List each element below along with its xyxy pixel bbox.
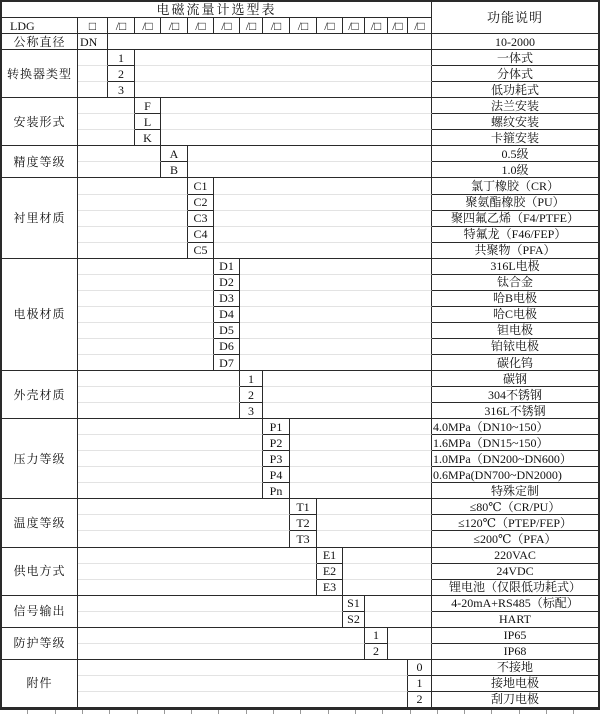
section-label: 外壳材质: [2, 371, 78, 419]
spacer-cell: [188, 162, 432, 178]
spacer-cell: [214, 227, 432, 243]
option-desc: 不接地: [432, 660, 598, 676]
option-desc: 接地电极: [432, 676, 598, 692]
option-code: E1: [317, 548, 343, 564]
tick-mark: [355, 710, 356, 714]
option-desc: 低功耗式: [432, 82, 598, 98]
spacer-cell: [78, 660, 408, 676]
diameter-label: 公称直径: [2, 34, 78, 50]
tick-mark: [437, 710, 438, 714]
option-code: 1: [408, 676, 432, 692]
spacer-cell: [388, 628, 432, 644]
spacer-cell: [78, 50, 108, 66]
tick-mark: [55, 710, 56, 714]
spacer-cell: [290, 483, 432, 499]
spacer-cell: [343, 580, 432, 596]
spacer-cell: [78, 195, 188, 211]
option-code: 0: [408, 660, 432, 676]
spacer-cell: [78, 580, 317, 596]
table-title: 电磁流量计选型表: [2, 2, 432, 18]
option-code: D2: [214, 275, 240, 291]
spacer-cell: [78, 548, 317, 564]
option-desc: ≤200℃（PFA）: [432, 531, 598, 547]
spacer-cell: [78, 227, 188, 243]
code-position-box-first: □: [78, 18, 108, 34]
option-code: S2: [343, 612, 365, 628]
spacer-cell: [161, 98, 432, 114]
spacer-cell: [317, 531, 432, 547]
section-label: 衬里材质: [2, 178, 78, 258]
spacer-cell: [78, 628, 365, 644]
option-desc: 氯丁橡胶（CR）: [432, 178, 598, 194]
option-code: E2: [317, 564, 343, 580]
spacer-cell: [135, 50, 432, 66]
spacer-cell: [78, 178, 188, 194]
option-desc: 316L电极: [432, 259, 598, 275]
tick-mark: [218, 710, 219, 714]
spacer-cell: [78, 467, 263, 483]
option-desc: 特殊定制: [432, 483, 598, 499]
option-code: B: [161, 162, 188, 178]
option-code: K: [135, 130, 161, 146]
tick-mark: [410, 710, 411, 714]
spacer-cell: [108, 34, 432, 50]
option-desc: 哈C电极: [432, 307, 598, 323]
spacer-cell: [78, 114, 135, 130]
option-code: D3: [214, 291, 240, 307]
spacer-cell: [78, 596, 343, 612]
spacer-cell: [343, 548, 432, 564]
spacer-cell: [78, 291, 214, 307]
option-desc: 碳化钨: [432, 355, 598, 371]
option-code: C5: [188, 243, 214, 259]
spacer-cell: [78, 339, 214, 355]
spacer-cell: [78, 387, 240, 403]
tick-mark: [109, 710, 110, 714]
code-position-box: /□: [214, 18, 240, 34]
spacer-cell: [317, 515, 432, 531]
spacer-cell: [78, 259, 214, 275]
spacer-cell: [290, 451, 432, 467]
option-code: C1: [188, 178, 214, 194]
spacer-cell: [290, 435, 432, 451]
option-desc: 卡箍安装: [432, 130, 598, 146]
section-label: 附件: [2, 660, 78, 708]
code-position-box: /□: [263, 18, 290, 34]
option-code: C2: [188, 195, 214, 211]
spacer-cell: [78, 419, 263, 435]
option-desc: 刮刀电极: [432, 692, 598, 708]
code-position-box: /□: [188, 18, 214, 34]
spacer-cell: [78, 451, 263, 467]
section-label: 精度等级: [2, 146, 78, 178]
option-desc: 螺纹安装: [432, 114, 598, 130]
option-desc: 聚四氟乙烯（F4/PTFE）: [432, 211, 598, 227]
spacer-cell: [388, 644, 432, 660]
option-desc: 4-20mA+RS485（标配）: [432, 596, 598, 612]
function-column-header: 功能说明: [432, 2, 598, 34]
tick-mark: [246, 710, 247, 714]
tick-mark: [382, 710, 383, 714]
option-code: 2: [365, 644, 388, 660]
spacer-cell: [240, 355, 432, 371]
spacer-cell: [135, 82, 432, 98]
spacer-cell: [78, 435, 263, 451]
spacer-cell: [78, 130, 135, 146]
spacer-cell: [188, 146, 432, 162]
option-desc: 聚氨酯橡胶（PU）: [432, 195, 598, 211]
option-desc: 220VAC: [432, 548, 598, 564]
option-code: S1: [343, 596, 365, 612]
tick-mark: [573, 710, 574, 714]
spacer-cell: [161, 114, 432, 130]
option-desc: ≤120℃（PTEP/FEP）: [432, 515, 598, 531]
section-label: 压力等级: [2, 419, 78, 499]
option-code: L: [135, 114, 161, 130]
spacer-cell: [240, 291, 432, 307]
diameter-desc: 10-2000: [432, 34, 598, 50]
spacer-cell: [290, 419, 432, 435]
spacer-cell: [78, 403, 240, 419]
option-code: D5: [214, 323, 240, 339]
code-position-box: /□: [365, 18, 388, 34]
option-code: 2: [408, 692, 432, 708]
tick-mark: [273, 710, 274, 714]
spacer-cell: [78, 612, 343, 628]
spacer-cell: [214, 243, 432, 259]
spacer-cell: [290, 467, 432, 483]
option-desc: ≤80℃（CR/PU）: [432, 499, 598, 515]
spacer-cell: [78, 162, 161, 178]
option-code: D7: [214, 355, 240, 371]
option-desc: 锂电池（仅限低功耗式）: [432, 580, 598, 596]
spacer-cell: [240, 259, 432, 275]
spacer-cell: [78, 499, 290, 515]
option-code: C3: [188, 211, 214, 227]
code-position-box: /□: [240, 18, 263, 34]
option-code: 1: [365, 628, 388, 644]
spacer-cell: [78, 66, 108, 82]
option-code: P4: [263, 467, 290, 483]
section-label: 温度等级: [2, 499, 78, 547]
bottom-cutoff-strip: [0, 710, 600, 716]
option-desc: 钽电极: [432, 323, 598, 339]
option-code: 1: [108, 50, 135, 66]
spacer-cell: [365, 596, 432, 612]
option-desc: IP65: [432, 628, 598, 644]
spacer-cell: [240, 307, 432, 323]
spacer-cell: [135, 66, 432, 82]
option-desc: 1.6MPa（DN15~150）: [432, 435, 598, 451]
spacer-cell: [214, 211, 432, 227]
code-position-box: /□: [290, 18, 317, 34]
code-position-box: /□: [317, 18, 343, 34]
spacer-cell: [240, 339, 432, 355]
option-code: T2: [290, 515, 317, 531]
spacer-cell: [78, 307, 214, 323]
section-label: 供电方式: [2, 548, 78, 596]
option-code: T3: [290, 531, 317, 547]
option-desc: 法兰安装: [432, 98, 598, 114]
spacer-cell: [365, 612, 432, 628]
option-desc: 4.0MPa（DN10~150）: [432, 419, 598, 435]
code-position-box: /□: [388, 18, 408, 34]
spacer-cell: [78, 371, 240, 387]
section-label: 电极材质: [2, 259, 78, 371]
spacer-cell: [240, 275, 432, 291]
option-code: 2: [108, 66, 135, 82]
option-code: P3: [263, 451, 290, 467]
option-code: P1: [263, 419, 290, 435]
spacer-cell: [78, 564, 317, 580]
option-code: D4: [214, 307, 240, 323]
option-desc: 钛合金: [432, 275, 598, 291]
spacer-cell: [214, 195, 432, 211]
code-position-box: /□: [343, 18, 365, 34]
option-code: D1: [214, 259, 240, 275]
option-code: F: [135, 98, 161, 114]
spacer-cell: [161, 130, 432, 146]
spacer-cell: [78, 146, 161, 162]
spacer-cell: [263, 403, 432, 419]
model-prefix: LDG: [2, 18, 78, 34]
option-code: E3: [317, 580, 343, 596]
tick-mark: [164, 710, 165, 714]
option-code: 3: [108, 82, 135, 98]
code-position-box: /□: [161, 18, 188, 34]
spacer-cell: [263, 387, 432, 403]
tick-mark: [82, 710, 83, 714]
option-desc: 1.0级: [432, 162, 598, 178]
option-desc: 分体式: [432, 66, 598, 82]
option-desc: 共聚物（PFA）: [432, 243, 598, 259]
option-code: C4: [188, 227, 214, 243]
spacer-cell: [263, 371, 432, 387]
option-desc: 316L不锈钢: [432, 403, 598, 419]
section-label: 防护等级: [2, 628, 78, 660]
spacer-cell: [78, 515, 290, 531]
spacer-cell: [78, 676, 408, 692]
code-position-box: /□: [135, 18, 161, 34]
tick-mark: [546, 710, 547, 714]
option-code: D6: [214, 339, 240, 355]
option-desc: 304不锈钢: [432, 387, 598, 403]
option-desc: 铂铱电极: [432, 339, 598, 355]
option-desc: 碳钢: [432, 371, 598, 387]
spacer-cell: [214, 178, 432, 194]
option-code: Pn: [263, 483, 290, 499]
option-desc: IP68: [432, 644, 598, 660]
option-code: 2: [240, 387, 263, 403]
code-position-box: /□: [108, 18, 135, 34]
option-code: P2: [263, 435, 290, 451]
option-desc: 1.0MPa（DN200~DN600）: [432, 451, 598, 467]
spacer-cell: [78, 483, 263, 499]
spacer-cell: [78, 644, 365, 660]
option-desc: 哈B电极: [432, 291, 598, 307]
option-desc: 24VDC: [432, 564, 598, 580]
spacer-cell: [317, 499, 432, 515]
option-desc: HART: [432, 612, 598, 628]
spacer-cell: [78, 275, 214, 291]
spacer-cell: [78, 692, 408, 708]
option-desc: 特氟龙（F46/FEP）: [432, 227, 598, 243]
diameter-code: DN: [78, 34, 108, 50]
tick-mark: [27, 710, 28, 714]
tick-mark: [519, 710, 520, 714]
tick-mark: [328, 710, 329, 714]
tick-mark: [491, 710, 492, 714]
spacer-cell: [240, 323, 432, 339]
option-code: 1: [240, 371, 263, 387]
code-position-box: /□: [408, 18, 432, 34]
tick-mark: [137, 710, 138, 714]
spacer-cell: [78, 243, 188, 259]
spacer-cell: [78, 355, 214, 371]
spacer-cell: [78, 323, 214, 339]
option-code: T1: [290, 499, 317, 515]
tick-mark: [300, 710, 301, 714]
spacer-cell: [343, 564, 432, 580]
option-desc: 0.6MPa(DN700~DN2000): [432, 467, 598, 483]
section-label: 转换器类型: [2, 50, 78, 98]
option-code: 3: [240, 403, 263, 419]
section-label: 安装形式: [2, 98, 78, 146]
option-code: A: [161, 146, 188, 162]
spacer-cell: [78, 82, 108, 98]
spacer-cell: [78, 531, 290, 547]
tick-mark: [464, 710, 465, 714]
section-label: 信号输出: [2, 596, 78, 628]
option-desc: 一体式: [432, 50, 598, 66]
tick-mark: [191, 710, 192, 714]
spacer-cell: [78, 211, 188, 227]
spacer-cell: [78, 98, 135, 114]
option-desc: 0.5级: [432, 146, 598, 162]
